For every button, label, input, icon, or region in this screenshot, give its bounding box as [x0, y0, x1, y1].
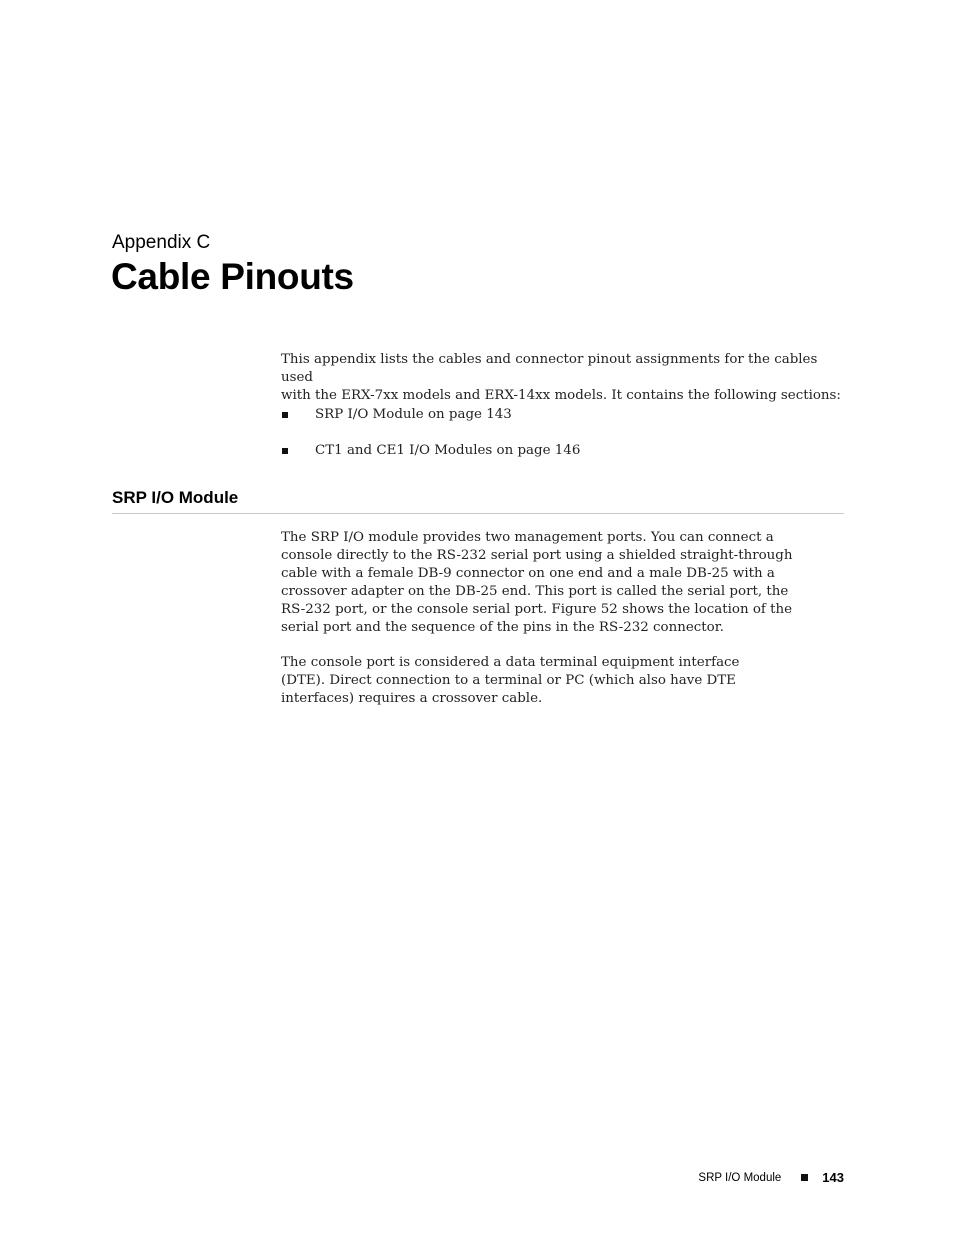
- section-list-item: [281, 405, 841, 441]
- chapter-title: Cable Pinouts: [111, 256, 354, 297]
- paragraph-line: crossover adapter on the DB-25 end. This port is called the serial port, the: [281, 584, 789, 599]
- appendix-label: Appendix C: [112, 232, 211, 253]
- paragraph-line: interfaces) requires a crossover cable.: [281, 691, 543, 706]
- section-link[interactable]: SRP I/O Module on page 143: [315, 407, 512, 422]
- paragraph-line: RS-232 port, or the console serial port. Figure 52 shows the location of the: [281, 602, 793, 617]
- intro-paragraph: [281, 351, 851, 405]
- footer-section-name: SRP I/O Module: [698, 1171, 782, 1184]
- section-paragraph: [281, 529, 801, 637]
- paragraph-line: cable with a female DB-9 connector on one end and a male DB-25 with a: [281, 566, 775, 581]
- paragraph-line: The console port is considered a data terminal equipment interface: [281, 655, 740, 670]
- paragraph-line: (DTE). Direct connection to a terminal or PC (which also have DTE: [281, 673, 736, 688]
- section-paragraph: [281, 654, 761, 708]
- intro-line: with the ERX-7xx models and ERX-14xx models. It contains the following sections:: [281, 388, 841, 403]
- section-list-item: [281, 441, 841, 477]
- section-link[interactable]: CT1 and CE1 I/O Modules on page 146: [315, 443, 581, 458]
- section-heading: SRP I/O Module: [112, 488, 239, 507]
- paragraph-line: console directly to the RS-232 serial port using a shielded straight-through: [281, 548, 793, 563]
- bullet-icon: [282, 448, 288, 454]
- bullet-icon: [282, 412, 288, 418]
- page-footer: [698, 1170, 844, 1185]
- section-divider: [112, 513, 844, 514]
- intro-line: This appendix lists the cables and connector pinout assignments for the cables used: [281, 352, 818, 385]
- paragraph-line: The SRP I/O module provides two management ports. You can connect a: [281, 530, 774, 545]
- footer-square-icon: [801, 1174, 808, 1181]
- page-number: 143: [822, 1170, 844, 1185]
- paragraph-line: serial port and the sequence of the pins in the RS-232 connector.: [281, 620, 724, 635]
- section-list: [281, 405, 841, 477]
